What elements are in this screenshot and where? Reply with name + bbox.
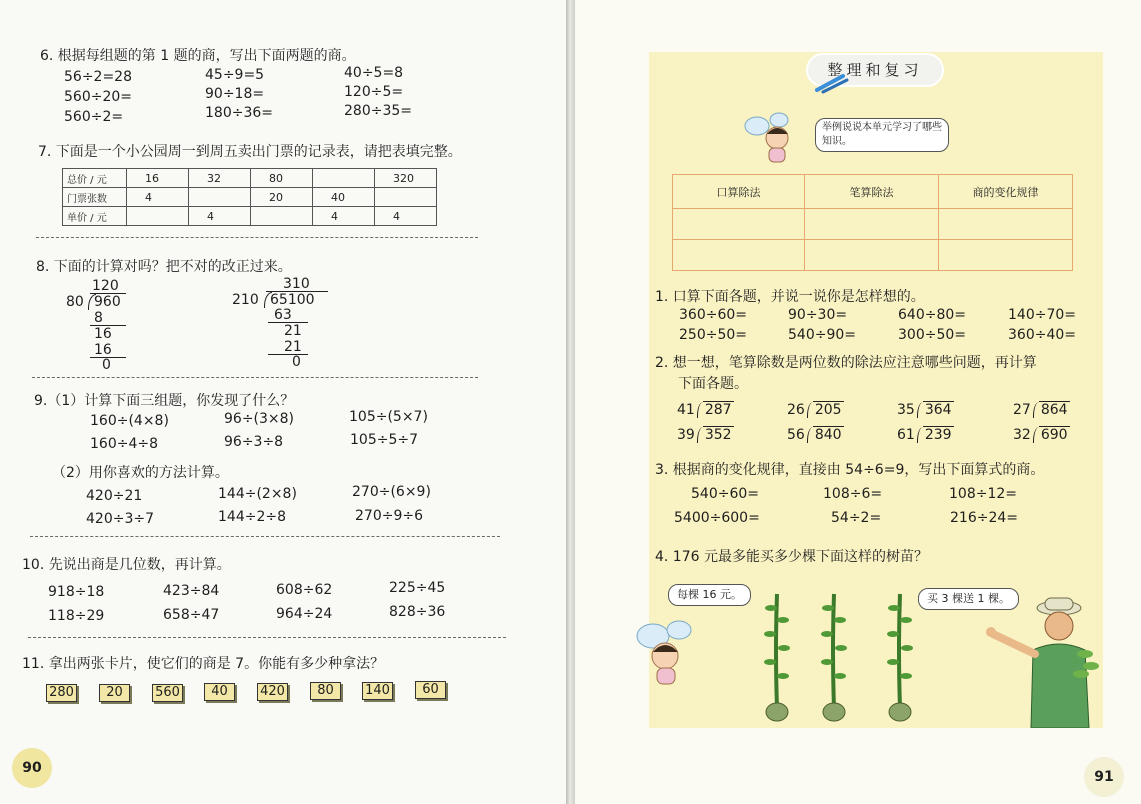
division-bracket [1033, 427, 1039, 443]
divisor: 41 [677, 402, 695, 418]
table-cell [805, 240, 939, 271]
fairy-character-icon [741, 108, 803, 168]
step-value: 63 [274, 307, 292, 323]
pencil-icon [813, 72, 853, 94]
table-cell: 320 [375, 169, 437, 188]
table-row [673, 240, 1073, 271]
book-spine [566, 0, 575, 804]
q6-expr: 560÷20= [64, 89, 132, 105]
q3-expr: 54÷2= [831, 510, 882, 526]
step-bar [268, 354, 308, 355]
speech-bubble: 举例说说本单元学习了哪些知识。 [815, 118, 949, 152]
dividend: 364 [924, 402, 952, 418]
q9-expr: 270÷9÷6 [355, 508, 423, 524]
dividend: 840 [814, 427, 842, 443]
number-card: 80 [310, 682, 341, 700]
division-bracket [917, 427, 923, 443]
q6-expr: 120÷5= [344, 84, 404, 100]
step-value: 8 [94, 310, 103, 326]
right-page [575, 0, 1141, 804]
page-number: 91 [1084, 757, 1124, 797]
table-cell: 20 [251, 188, 313, 207]
q6-expr: 45÷9=5 [205, 67, 265, 83]
q1-expr: 90÷30= [788, 307, 848, 323]
q6-expr: 56÷2=28 [64, 69, 132, 85]
divisor: 39 [677, 427, 695, 443]
number-card: 420 [257, 683, 288, 701]
q1-expr: 300÷50= [898, 327, 966, 343]
table-cell [939, 240, 1073, 271]
q9-part2-prompt: （2）用你喜欢的方法计算。 [52, 465, 229, 481]
q9-expr: 144÷2÷8 [218, 509, 286, 525]
q6-expr: 280÷35= [344, 103, 412, 119]
farmer-character-icon [973, 594, 1105, 728]
table-cell [673, 240, 805, 271]
long-division [787, 427, 844, 443]
q8-prompt: 8. 下面的计算对吗？把不对的改正过来。 [36, 259, 292, 275]
dividend: 864 [1040, 402, 1068, 418]
number-card: 560 [152, 684, 183, 702]
q9-expr: 420÷3÷7 [86, 511, 154, 527]
q9-expr: 105÷(5×7) [349, 409, 428, 425]
step-value: 16 [94, 342, 112, 358]
ticket-table [62, 168, 437, 226]
q10-expr: 658÷47 [163, 607, 220, 623]
step-value: 16 [94, 326, 112, 342]
table-header: 商的变化规律 [939, 175, 1073, 209]
division-bracket [917, 402, 923, 418]
offer-bubble: 买 3 棵送 1 棵。 [918, 588, 1019, 610]
q9-expr: 270÷(6×9) [352, 484, 431, 500]
table-row [673, 175, 1073, 209]
divisor: 210 [232, 292, 259, 308]
q6-prompt: 6. 根据每组题的第 1 题的商，写出下面两题的商。 [40, 48, 356, 64]
divisor: 26 [787, 402, 805, 418]
dividend: 352 [704, 427, 732, 443]
dividend: 239 [924, 427, 952, 443]
dividend: 960 [94, 294, 121, 310]
table-cell [251, 207, 313, 226]
division-bracket [697, 402, 703, 418]
number-card: 40 [204, 683, 235, 701]
long-division [787, 402, 844, 418]
table-cell [375, 188, 437, 207]
table-cell: 16 [127, 169, 189, 188]
number-card: 140 [362, 682, 393, 700]
q1-expr: 140÷70= [1008, 307, 1076, 323]
table-row [63, 188, 437, 207]
q10-expr: 608÷62 [276, 582, 333, 598]
q10-expr: 423÷84 [163, 583, 220, 599]
division-bracket [1033, 402, 1039, 418]
table-cell: 4 [375, 207, 437, 226]
q6-expr: 90÷18= [205, 86, 265, 102]
table-cell: 80 [251, 169, 313, 188]
q9-expr: 160÷4÷8 [90, 436, 158, 452]
q1-expr: 250÷50= [679, 327, 747, 343]
q9-part1-prompt: 9.（1）计算下面三组题，你发现了什么？ [34, 393, 295, 409]
q3-expr: 5400÷600= [674, 510, 760, 526]
step-value: 21 [284, 339, 302, 355]
q10-expr: 225÷45 [389, 580, 446, 596]
q3-expr: 540÷60= [691, 486, 759, 502]
row-label: 单价 / 元 [63, 207, 127, 226]
long-division [677, 427, 734, 443]
q11-prompt: 11. 拿出两张卡片，使它们的商是 7。你能有多少种拿法？ [22, 656, 385, 672]
q1-prompt: 1. 口算下面各题，并说一说你是怎样想的。 [655, 289, 925, 305]
sapling-icon [759, 588, 795, 724]
dividend: 690 [1040, 427, 1068, 443]
q1-expr: 360÷40= [1008, 327, 1076, 343]
q10-expr: 118÷29 [48, 608, 105, 624]
review-table [672, 174, 1073, 271]
q3-expr: 108÷12= [949, 486, 1017, 502]
q9-expr: 105÷5÷7 [350, 432, 418, 448]
step-value: 21 [284, 323, 302, 339]
q10-prompt: 10. 先说出商是几位数，再计算。 [22, 557, 231, 573]
divider [30, 536, 500, 537]
number-card: 20 [99, 684, 130, 702]
q2-prompt: 2. 想一想，笔算除数是两位数的除法应注意哪些问题，再计算 [655, 355, 1037, 371]
long-division [897, 427, 954, 443]
long-division [1013, 402, 1070, 418]
number-card: 60 [415, 681, 446, 699]
q9-expr: 160÷(4×8) [90, 413, 169, 429]
table-row [673, 209, 1073, 240]
q1-expr: 540÷90= [788, 327, 856, 343]
q3-expr: 108÷6= [823, 486, 883, 502]
q1-expr: 640÷80= [898, 307, 966, 323]
q10-expr: 918÷18 [48, 584, 105, 600]
dividend: 65100 [270, 292, 315, 308]
sapling-icon [882, 588, 918, 724]
table-header: 笔算除法 [805, 175, 939, 209]
long-division [677, 402, 734, 418]
table-cell: 4 [127, 188, 189, 207]
table-cell [189, 188, 251, 207]
q2-prompt-cont: 下面各题。 [678, 376, 748, 392]
left-page [0, 0, 566, 804]
price-bubble: 每棵 16 元。 [668, 584, 751, 606]
q4-prompt: 4. 176 元最多能买多少棵下面这样的树苗？ [655, 549, 928, 565]
table-cell: 40 [313, 188, 375, 207]
number-card: 280 [46, 684, 77, 702]
table-cell: 4 [189, 207, 251, 226]
long-division [1013, 427, 1070, 443]
q3-expr: 216÷24= [950, 510, 1018, 526]
table-row [63, 207, 437, 226]
q10-expr: 964÷24 [276, 606, 333, 622]
quotient: 310 [283, 276, 310, 292]
q9-expr: 144÷(2×8) [218, 486, 297, 502]
q7-prompt: 7. 下面是一个小公园周一到周五卖出门票的记录表，请把表填完整。 [38, 144, 462, 160]
q9-expr: 96÷3÷8 [224, 434, 284, 450]
q6-expr: 180÷36= [205, 105, 273, 121]
step-value: 0 [292, 354, 301, 370]
table-row [63, 169, 437, 188]
table-cell [805, 209, 939, 240]
divisor: 32 [1013, 427, 1031, 443]
table-cell [939, 209, 1073, 240]
dividend: 205 [814, 402, 842, 418]
step-value: 0 [102, 357, 111, 373]
sapling-icon [816, 588, 852, 724]
page-number: 90 [12, 748, 52, 788]
divisor: 27 [1013, 402, 1031, 418]
dividend: 287 [704, 402, 732, 418]
divider [28, 637, 506, 638]
fairy-character-icon [631, 614, 707, 690]
q3-prompt: 3. 根据商的变化规律，直接由 54÷6=9，写出下面算式的商。 [655, 462, 1045, 478]
row-label: 门票张数 [63, 188, 127, 207]
q9-expr: 96÷(3×8) [224, 411, 295, 427]
divider [32, 377, 478, 378]
row-label: 总价 / 元 [63, 169, 127, 188]
divisor: 80 [66, 294, 84, 310]
divisor: 35 [897, 402, 915, 418]
section-title: 整理和复习 [808, 55, 942, 85]
q6-expr: 560÷2= [64, 109, 124, 125]
divider [36, 237, 478, 238]
table-cell [313, 169, 375, 188]
table-cell [673, 209, 805, 240]
quotient: 120 [92, 278, 119, 294]
divisor: 61 [897, 427, 915, 443]
q1-expr: 360÷60= [679, 307, 747, 323]
divisor: 56 [787, 427, 805, 443]
q10-expr: 828÷36 [389, 604, 446, 620]
division-bracket [807, 427, 813, 443]
long-division [897, 402, 954, 418]
table-cell: 32 [189, 169, 251, 188]
table-cell [127, 207, 189, 226]
division-bracket [697, 427, 703, 443]
q6-expr: 40÷5=8 [344, 65, 404, 81]
table-header: 口算除法 [673, 175, 805, 209]
division-bracket [807, 402, 813, 418]
q9-expr: 420÷21 [86, 488, 143, 504]
table-cell: 4 [313, 207, 375, 226]
